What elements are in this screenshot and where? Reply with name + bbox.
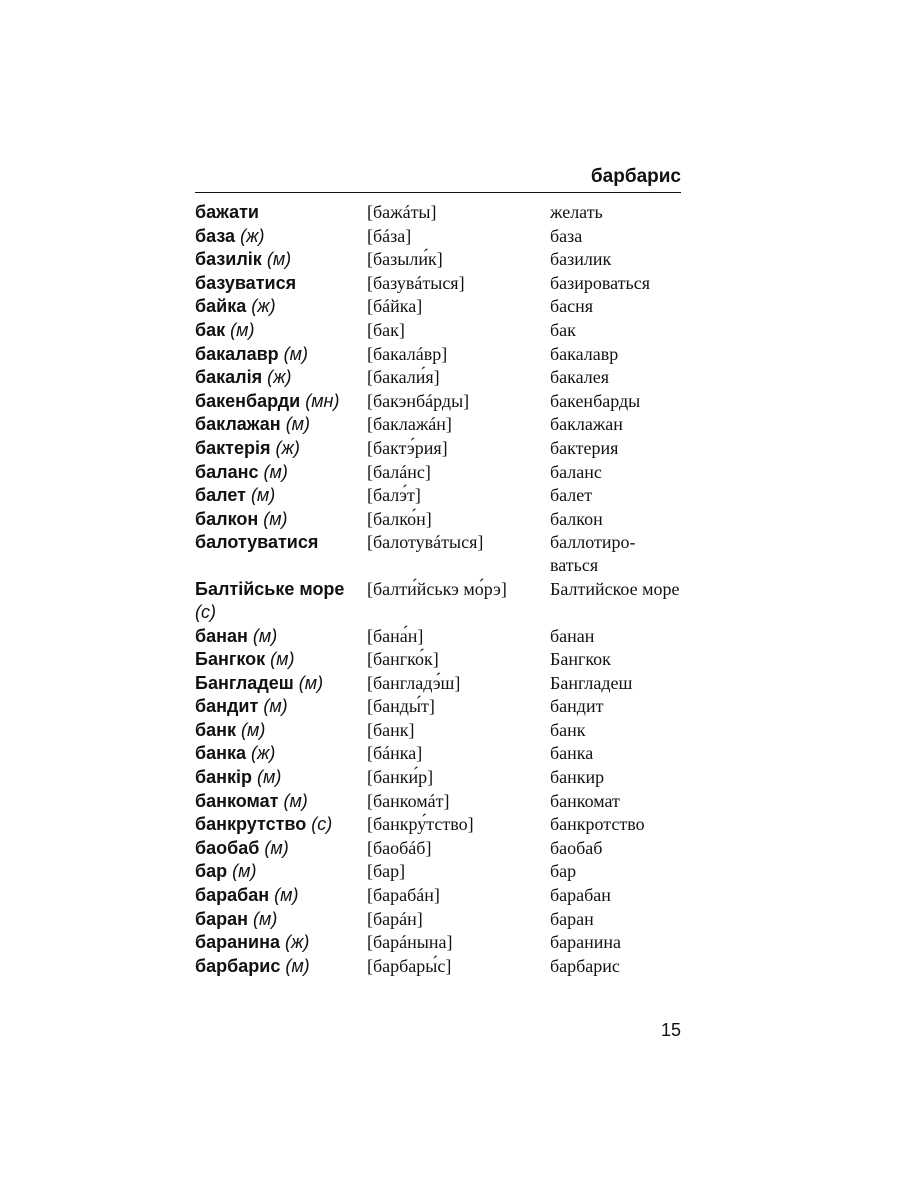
entry-transcription: [бакалáвр]: [367, 343, 448, 364]
running-head: [195, 164, 681, 193]
entry-translation: банан: [550, 625, 595, 646]
entry-gender: (м): [230, 319, 255, 340]
dictionary-entry: [195, 719, 681, 742]
entry-translation: Балтийское море: [550, 578, 680, 599]
entry-headword: банан: [195, 625, 248, 646]
entry-headword: Бангладеш: [195, 672, 294, 693]
entry-headword: Балтійське море: [195, 578, 345, 599]
entry-gender: (м): [252, 625, 278, 646]
entry-headword-cell: [195, 695, 367, 718]
entry-transcription: [бажáты]: [367, 202, 437, 222]
entry-headword: бак: [195, 319, 226, 340]
dictionary-entry: [195, 813, 681, 836]
entry-transcription: [бар]: [367, 861, 406, 882]
entry-headword-cell: [195, 484, 367, 507]
entry-translation: банкомат: [550, 790, 620, 811]
entry-translation: базилик: [550, 249, 612, 270]
entry-translation: баран: [550, 908, 594, 929]
dictionary-entry: [195, 672, 681, 695]
dictionary-entry: [195, 437, 681, 460]
entry-headword-cell: [195, 931, 367, 954]
entry-headword-cell: [195, 719, 367, 742]
entry-gender: (м): [283, 790, 308, 811]
entry-headword: байка: [195, 296, 247, 317]
entry-headword-cell: [195, 508, 367, 531]
entry-transcription: [бак]: [367, 319, 405, 340]
entry-headword-cell: [195, 461, 367, 484]
dictionary-entry: [195, 343, 681, 366]
dictionary-entry: [195, 931, 681, 954]
entry-translation: бакалея: [550, 367, 610, 388]
entry-translation: басня: [550, 296, 594, 317]
dictionary-entry: [195, 484, 681, 507]
entry-transcription: [баклажáн]: [367, 414, 452, 435]
dictionary-entry: [195, 201, 681, 224]
entry-headword: балет: [195, 485, 246, 506]
entry-gender: (м): [263, 696, 288, 717]
entry-gender: (м): [285, 955, 310, 976]
entry-transcription: [барáнына]: [367, 932, 453, 953]
dictionary-entry: [195, 461, 681, 484]
dictionary-entry: [195, 742, 681, 765]
dictionary-entry: [195, 248, 681, 271]
entry-gender: (м): [257, 767, 282, 788]
entry-transcription: [барáн]: [367, 908, 423, 929]
dictionary-entry: [195, 790, 681, 813]
entry-headword-cell: [195, 837, 367, 860]
dictionary-page: [195, 164, 681, 978]
entry-translation: банкир: [550, 767, 605, 788]
entry-transcription: [баобáб]: [367, 837, 432, 858]
entry-headword: бар: [195, 861, 228, 882]
entry-headword: баклажан: [195, 414, 281, 435]
entry-headword: баобаб: [195, 837, 260, 858]
entry-gender: (ж): [251, 296, 276, 317]
entry-transcription: [балко́н]: [367, 508, 432, 529]
entry-transcription: [бангладэ́ш]: [367, 672, 461, 693]
entry-headword: бакалія: [195, 367, 263, 388]
entry-translation: баланс: [550, 461, 602, 482]
entry-headword: Бангкок: [195, 649, 266, 670]
entry-headword: банкомат: [195, 790, 279, 811]
entry-headword: барбарис: [195, 955, 281, 976]
entry-headword: базилік: [195, 249, 262, 270]
entry-translation: балет: [550, 485, 593, 506]
entry-headword-cell: [195, 742, 367, 765]
entry-headword-cell: [195, 648, 367, 671]
entry-gender: (с): [311, 814, 333, 835]
dictionary-entry: [195, 366, 681, 389]
entry-gender: (м): [270, 649, 295, 670]
entry-gender: (м): [264, 837, 289, 858]
dictionary-entry: [195, 625, 681, 648]
entry-transcription: [базыли́к]: [367, 249, 443, 270]
entry-headword: база: [195, 225, 236, 246]
entry-translation: желать: [550, 202, 603, 222]
entry-headword-cell: [195, 343, 367, 366]
dictionary-entry: [195, 908, 681, 931]
entry-headword: балкон: [195, 508, 259, 529]
entry-transcription: [бактэ́рия]: [367, 437, 448, 458]
entry-transcription: [бакали́я]: [367, 367, 440, 388]
entry-transcription: [балáнс]: [367, 461, 431, 482]
dictionary-entry: [195, 390, 681, 413]
entry-headword-cell: [195, 860, 367, 883]
entry-translation: база: [550, 225, 583, 246]
entry-headword: балотуватися: [195, 532, 319, 553]
entry-headword: бажати: [195, 202, 260, 222]
entry-headword: бакенбарди: [195, 390, 301, 411]
dictionary-entry: [195, 860, 681, 883]
entry-transcription: [барабáн]: [367, 885, 440, 906]
entry-gender: (м): [263, 461, 288, 482]
entry-headword: базуватися: [195, 272, 297, 293]
entry-transcription: [бáйка]: [367, 296, 423, 317]
page-number: 15: [660, 1020, 681, 1040]
entry-translation: бактерия: [550, 437, 619, 458]
entry-headword: бандит: [195, 696, 259, 717]
entry-gender: (мн): [305, 390, 340, 411]
entry-gender: (ж): [284, 932, 310, 953]
entry-gender: (м): [298, 672, 324, 693]
entry-translation: бандит: [550, 696, 604, 717]
dictionary-entry: [195, 413, 681, 436]
dictionary-entry: [195, 695, 681, 718]
entry-transcription: [банды́т]: [367, 696, 435, 717]
entry-gender: (ж): [251, 743, 276, 764]
entry-translation: бак: [550, 319, 576, 340]
running-head-word: барбарис: [590, 166, 681, 187]
entry-translation: Бангладеш: [550, 672, 633, 693]
entry-headword-cell: [195, 672, 367, 695]
entry-translation: бакалавр: [550, 343, 619, 364]
entry-transcription: [бáза]: [367, 225, 412, 246]
entry-headword: баланс: [195, 461, 259, 482]
entry-translation: баллотиро-ваться: [550, 532, 636, 576]
entry-gender: (м): [253, 908, 278, 929]
entry-headword-cell: [195, 625, 367, 648]
entry-transcription: [бáнка]: [367, 743, 423, 764]
entry-gender: (ж): [267, 367, 292, 388]
entry-transcription: [балти́йськэ мо́рэ]: [367, 578, 507, 599]
entry-gender: (м): [285, 414, 311, 435]
entry-transcription: [банкомáт]: [367, 790, 450, 811]
entry-translation: банкротство: [550, 814, 645, 835]
dictionary-entry: [195, 531, 681, 577]
entry-transcription: [банк]: [367, 719, 415, 740]
entry-headword-cell: [195, 295, 367, 318]
entry-transcription: [бангко́к]: [367, 649, 439, 670]
entry-gender: (м): [232, 861, 257, 882]
entry-headword: банка: [195, 743, 247, 764]
entry-headword: баранина: [195, 932, 280, 953]
entry-headword-cell: [195, 955, 367, 978]
entry-gender: (м): [266, 249, 292, 270]
entry-gender: (ж): [275, 437, 300, 458]
entry-headword-cell: [195, 884, 367, 907]
entry-headword-cell: [195, 766, 367, 789]
entry-translation: баклажан: [550, 414, 623, 435]
entry-gender: (м): [241, 719, 266, 740]
entry-headword-cell: [195, 413, 367, 436]
dictionary-entry: [195, 884, 681, 907]
entry-list: [195, 201, 681, 978]
entry-transcription: [базувáтыся]: [367, 272, 465, 293]
entry-translation: баранина: [550, 932, 622, 953]
entry-gender: (м): [274, 885, 299, 906]
entry-headword-cell: [195, 578, 367, 624]
entry-headword: банкір: [195, 767, 253, 788]
entry-headword: банкрутство: [195, 814, 307, 835]
entry-gender: (м): [263, 508, 288, 529]
entry-translation: бар: [550, 861, 577, 882]
entry-translation: барбарис: [550, 955, 620, 976]
entry-headword-cell: [195, 225, 367, 248]
entry-gender: (м): [283, 343, 308, 364]
entry-transcription: [барбары́с]: [367, 955, 452, 976]
entry-transcription: [бана́н]: [367, 625, 424, 646]
entry-translation: барабан: [550, 885, 611, 906]
entry-translation: бакенбарды: [550, 390, 641, 411]
entry-gender: (ж): [240, 225, 265, 246]
entry-translation: балкон: [550, 508, 603, 529]
entry-gender: (с): [195, 601, 216, 622]
entry-headword-cell: [195, 437, 367, 460]
dictionary-entry: [195, 578, 681, 624]
entry-translation: банк: [550, 719, 586, 740]
dictionary-entry: [195, 508, 681, 531]
entry-headword-cell: [195, 248, 367, 271]
dictionary-entry: [195, 766, 681, 789]
entry-headword-cell: [195, 531, 367, 554]
entry-headword: бакалавр: [195, 343, 279, 364]
entry-translation: базироваться: [550, 272, 651, 293]
dictionary-entry: [195, 295, 681, 318]
dictionary-entry: [195, 648, 681, 671]
entry-translation: банка: [550, 743, 594, 764]
entry-headword-cell: [195, 790, 367, 813]
dictionary-entry: [195, 837, 681, 860]
dictionary-entry: [195, 319, 681, 342]
entry-transcription: [банки́р]: [367, 767, 434, 788]
entry-headword-cell: [195, 366, 367, 389]
entry-headword-cell: [195, 201, 367, 224]
entry-transcription: [банкру́тство]: [367, 814, 474, 835]
entry-headword-cell: [195, 908, 367, 931]
entry-headword-cell: [195, 272, 367, 295]
entry-headword: барабан: [195, 885, 270, 906]
entry-transcription: [балэ́т]: [367, 485, 421, 506]
entry-headword: бактерія: [195, 437, 271, 458]
entry-transcription: [балотувáтыся]: [367, 532, 484, 553]
dictionary-entry: [195, 272, 681, 295]
entry-headword-cell: [195, 390, 367, 413]
entry-headword: баран: [195, 908, 249, 929]
entry-headword-cell: [195, 319, 367, 342]
dictionary-entry: [195, 225, 681, 248]
entry-translation: баобаб: [550, 837, 603, 858]
entry-headword-cell: [195, 813, 367, 836]
entry-headword: банк: [195, 719, 237, 740]
dictionary-entry: [195, 955, 681, 978]
entry-gender: (м): [250, 485, 276, 506]
entry-transcription: [бакэнбáрды]: [367, 390, 470, 411]
entry-translation: Бангкок: [550, 649, 611, 670]
